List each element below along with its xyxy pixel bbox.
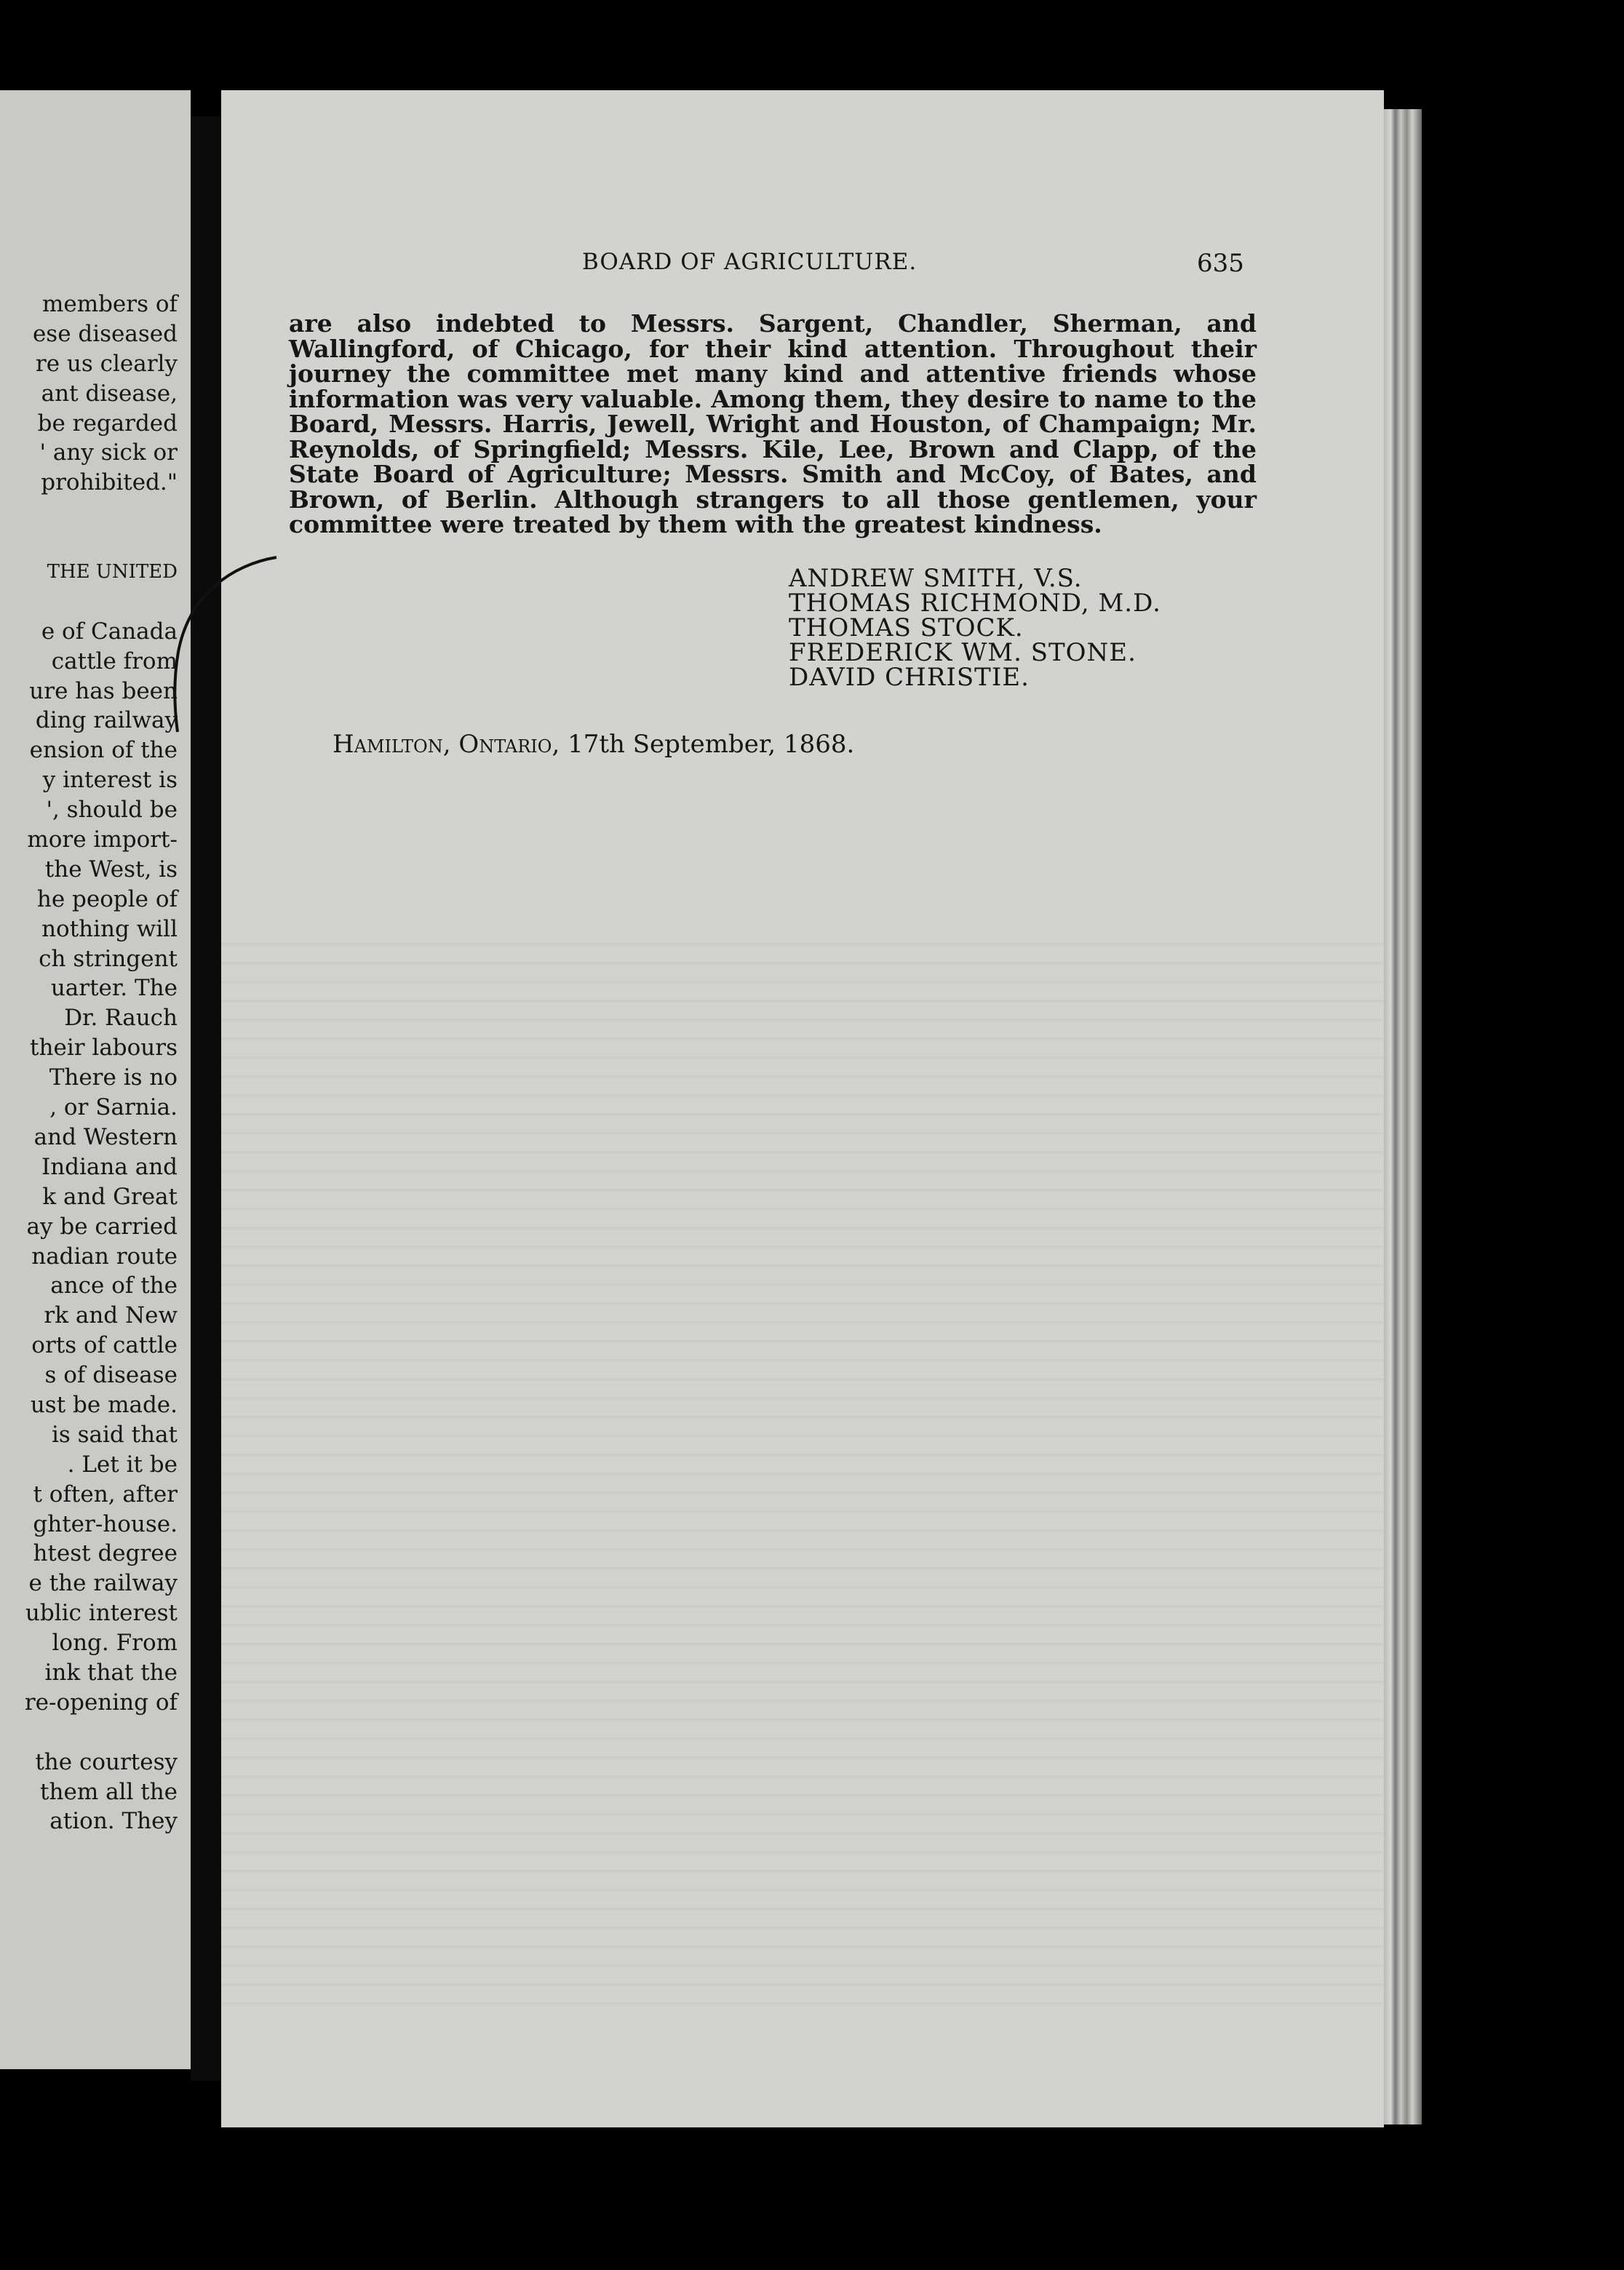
left-page-line: members of — [41, 291, 178, 317]
left-page-line: e of Canada — [41, 618, 178, 645]
left-page-line: their labours — [30, 1035, 178, 1062]
left-page-line: ', should be — [46, 797, 178, 824]
left-page-line: , or Sarnia. — [49, 1094, 178, 1121]
left-page-line: uarter. The — [50, 975, 178, 1002]
bleed-through-texture — [221, 927, 1384, 2018]
place-and-date: Hamilton, Ontario, 17th September, 1868. — [333, 730, 855, 759]
left-page-line: ust be made. — [30, 1391, 178, 1418]
signatory-name: FREDERICK WM. STONE. — [789, 638, 1137, 667]
left-facing-page — [0, 90, 191, 2069]
left-page-line: . Let it be — [67, 1451, 178, 1478]
left-page-line: rk and New — [44, 1302, 178, 1329]
left-page-line: THE UNITED — [47, 561, 178, 584]
left-page-line: is said that — [51, 1421, 178, 1448]
left-page-line: ublic interest — [25, 1600, 178, 1627]
left-page-line: orts of cattle — [31, 1332, 178, 1359]
left-page-line: more import- — [27, 827, 178, 853]
place-city: Hamilton — [333, 730, 443, 759]
left-page-line: ink that the — [44, 1659, 178, 1686]
left-page-line: long. From — [52, 1630, 178, 1657]
left-page-line: Indiana and — [41, 1153, 178, 1180]
left-page-line: ding railway — [35, 707, 178, 734]
left-page-line: be regarded — [37, 410, 178, 437]
signatory-name: THOMAS STOCK. — [789, 613, 1024, 642]
left-page-line: nothing will — [41, 915, 178, 942]
left-page-line: ension of the — [29, 737, 178, 764]
page-edges — [1384, 109, 1422, 2124]
signatory-name: DAVID CHRISTIE. — [789, 663, 1030, 692]
left-page-line: ay be carried — [26, 1213, 178, 1240]
left-page-text-column — [0, 290, 178, 1836]
left-page-line: re-opening of — [24, 1689, 178, 1716]
left-page-line: re us clearly — [35, 350, 178, 377]
body-paragraph: are also indebted to Messrs. Sargent, Chandler, Sherman, and Wallingford, of Chicago, for their kind attention. Throughout their journey the committee met many kind and attentive friends whose information was very valuable. Among them, they desire to name to the Board, Messrs. Harris, Jewell, Wright and Houston, of Champaign; Mr. Reynolds, of Springfield; Messrs. Kile, Lee, Brown and Clapp, of the State Board of Agriculture; Messrs. Smith and McCoy, of Bates, and Brown, of Berlin. Although strangers to all those gentlemen, your committee were treated by them with the greatest kindness. — [289, 309, 1257, 538]
left-page-line: ghter-house. — [33, 1510, 178, 1537]
left-page-line — [0, 1718, 178, 1748]
left-page-line: and Western — [33, 1123, 178, 1150]
place-date: 17th September, 1868. — [568, 730, 855, 759]
left-page-line: ure has been — [29, 677, 178, 704]
pencil-margin-mark — [146, 550, 291, 739]
left-page-line: he people of — [36, 885, 178, 912]
left-page-line: There is no — [49, 1064, 178, 1091]
running-header: BOARD OF AGRICULTURE. — [582, 249, 918, 275]
place-province: Ontario — [458, 730, 552, 759]
left-page-line: k and Great — [42, 1183, 178, 1210]
left-page-line: Dr. Rauch — [64, 1005, 178, 1032]
signatory-name: THOMAS RICHMOND, M.D. — [789, 589, 1161, 618]
book-gutter — [191, 116, 221, 2081]
left-page-line: them all the — [40, 1778, 178, 1805]
left-page-line: s of disease — [44, 1362, 178, 1389]
left-page-line: the West, is — [44, 856, 178, 883]
page-number: 635 — [1197, 249, 1244, 278]
left-page-line: ' any sick or — [39, 439, 178, 466]
left-page-line: ch stringent — [39, 945, 178, 972]
left-page-line: nadian route — [31, 1243, 178, 1270]
signatory-name: ANDREW SMITH, V.S. — [789, 564, 1083, 593]
left-page-line: ance of the — [50, 1273, 178, 1299]
left-page-line — [0, 498, 178, 527]
left-page-line: t often, after — [33, 1481, 178, 1508]
left-page-line: e the railway — [28, 1570, 178, 1597]
left-page-line: cattle from — [51, 648, 178, 674]
left-page-line: prohibited." — [41, 469, 178, 496]
left-page-line: ant disease, — [41, 380, 178, 407]
left-page-line: the courtesy — [35, 1748, 178, 1775]
signature-block — [789, 566, 1161, 690]
left-page-line: ation. They — [49, 1808, 178, 1835]
left-page-line: ese diseased — [32, 320, 178, 347]
left-page-line: htest degree — [33, 1540, 178, 1567]
left-page-line: y interest is — [42, 767, 178, 794]
